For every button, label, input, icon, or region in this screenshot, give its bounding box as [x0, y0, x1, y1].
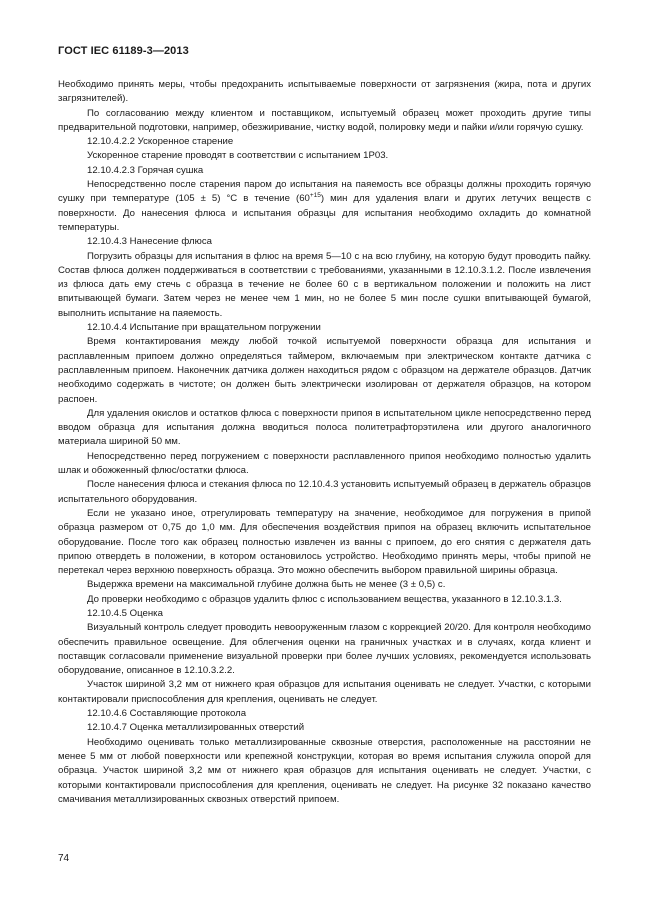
section-heading: 12.10.4.5 Оценка [87, 607, 163, 619]
body-paragraph: Ускоренное старение проводят в соответствии с испытанием 1Р03. [87, 150, 389, 162]
section-heading: 12.10.4.7 Оценка металлизированных отверстий [87, 722, 305, 734]
body-paragraph: Если не указано иное, отрегулировать температуру на значение, необходимое для погружения в припой образца размером от 0,75 до 1,0 мм. Для обеспечения воздействия припоя на образец включить испытательное оборудование. После того как образец полностью извлечен из ванны с припоем, до его снятия с держателя дать припою отвердеть в положении, в котором остановилось устройство. Необходимо принять меры, чтобы припой не перетекал через верхнюю поверхность образца. Это можно обеспечить выбором правильной ширины образца. [58, 507, 591, 577]
body-paragraph: До проверки необходимо с образцов удалить флюс с использованием вещества, указанного в 12.10.3.1.3. [87, 593, 562, 605]
body-paragraph: Выдержка времени на максимальной глубине должна быть не менее (3 ± 0,5) с. [87, 579, 446, 591]
body-paragraph [58, 178, 591, 235]
body-paragraph: Для удаления окислов и остатков флюса с поверхности припоя в испытательном цикле непосредственно перед вводом образца для испытания должна вводиться полоса политетрафторэтилена или другого аналогичного материала шириной 50 мм. [58, 407, 591, 448]
section-heading: 12.10.4.4 Испытание при вращательном погружении [87, 322, 321, 334]
page-number: 74 [58, 853, 70, 864]
paragraph-text: Непосредственно после старения паром до испытания на паяемость все образцы должны проходить горячую сушку при температуре (105 ± 5) °С в течение (60 [58, 179, 591, 205]
document-header: ГОСТ IEC 61189-3—2013 [58, 45, 189, 57]
section-heading: 12.10.4.3 Нанесение флюса [87, 236, 212, 248]
body-paragraph: Необходимо оценивать только металлизированные сквозные отверстия, расположенные на расстоянии не менее 5 мм от любой поверхности или крепежной конструкции, которая во время испытания служила опорой для образца. Участок шириной 3,2 мм от нижнего края образцов для испытания оценивать не следует. Участки, с которыми контактировали приспособления для крепления, оценивать не следует. На рисунке 32 показано качество смачивания металлизированных сквозных отверстий припоем. [58, 736, 591, 805]
body-paragraph: По согласованию между клиентом и поставщиком, испытуемый образец может проходить другие типы предварительной подготовки, например, обезжиривание, чистку водой, полировку меди и пайки и/или горячую сушку. [58, 107, 591, 133]
superscript-tolerance: +15 [309, 192, 321, 200]
section-heading: 12.10.4.6 Составляющие протокола [87, 708, 247, 720]
body-paragraph: Погрузить образцы для испытания в флюс на время 5—10 с на всю глубину, на которую будут проводить пайку. Состав флюса должен поддерживаться в соответствии с требованиями, указанными в 12.10.3.1.2. После извлечения из флюса дать ему стечь с образца в течение не более 60 с в вертикальном положении и положить на лист впитывающей бумаги. Затем через не менее чем 1 мин, но не более 5 мин после сушки впитывающей бумагой, выполнить испытание на паяемость. [58, 250, 591, 319]
body-paragraph: После нанесения флюса и стекания флюса по 12.10.4.3 установить испытуемый образец в держатель образцов испытательного оборудования. [58, 479, 591, 505]
body-paragraph: Участок шириной 3,2 мм от нижнего края образцов для испытания оценивать не следует. Участки, с которыми контактировали приспособления для крепления, оценивать не следует. [58, 679, 591, 705]
document-body [58, 78, 591, 807]
body-paragraph: Необходимо принять меры, чтобы предохранить испытываемые поверхности от загрязнения (жира, пота и других загрязнителей). [58, 79, 591, 105]
section-heading: 12.10.4.2.2 Ускоренное старение [87, 136, 234, 148]
body-paragraph: Непосредственно перед погружением с поверхности расплавленного припоя необходимо полностью удалить шлак и обожженный флюс/остатки флюса. [58, 450, 591, 477]
body-paragraph: Визуальный контроль следует проводить невооруженным глазом с коррекцией 20/20. Для контроля необходимо обеспечить правильное освещение. Для облегчения оценки на граничных участках и в случаях, когда клиент и поставщик согласовали применение визуальной проверки при более лучших условиях, рекомендуется использовать оборудование, описанное в 12.10.3.2.2. [58, 622, 591, 677]
body-paragraph: Время контактирования между любой точкой испытуемой поверхности образца для испытания и расплавленным припоем должно определяться таймером, включаемым при электрическом контакте датчика с расплавленным припоем. Наконечник датчика должен находиться рядом с образцом на держателе образцов. Датчик необходимо содержать в чистоте; он должен быть электрически изолирован от держателя образцов, на котором распоен. [58, 336, 591, 405]
paragraph-text: ) мин для удаления влаги и других летучих веществ с поверхности. До нанесения флюса и испытания образцы для испытания необходимо охладить до комнатной температуры. [58, 193, 591, 233]
section-heading: 12.10.4.2.3 Горячая сушка [87, 164, 204, 176]
